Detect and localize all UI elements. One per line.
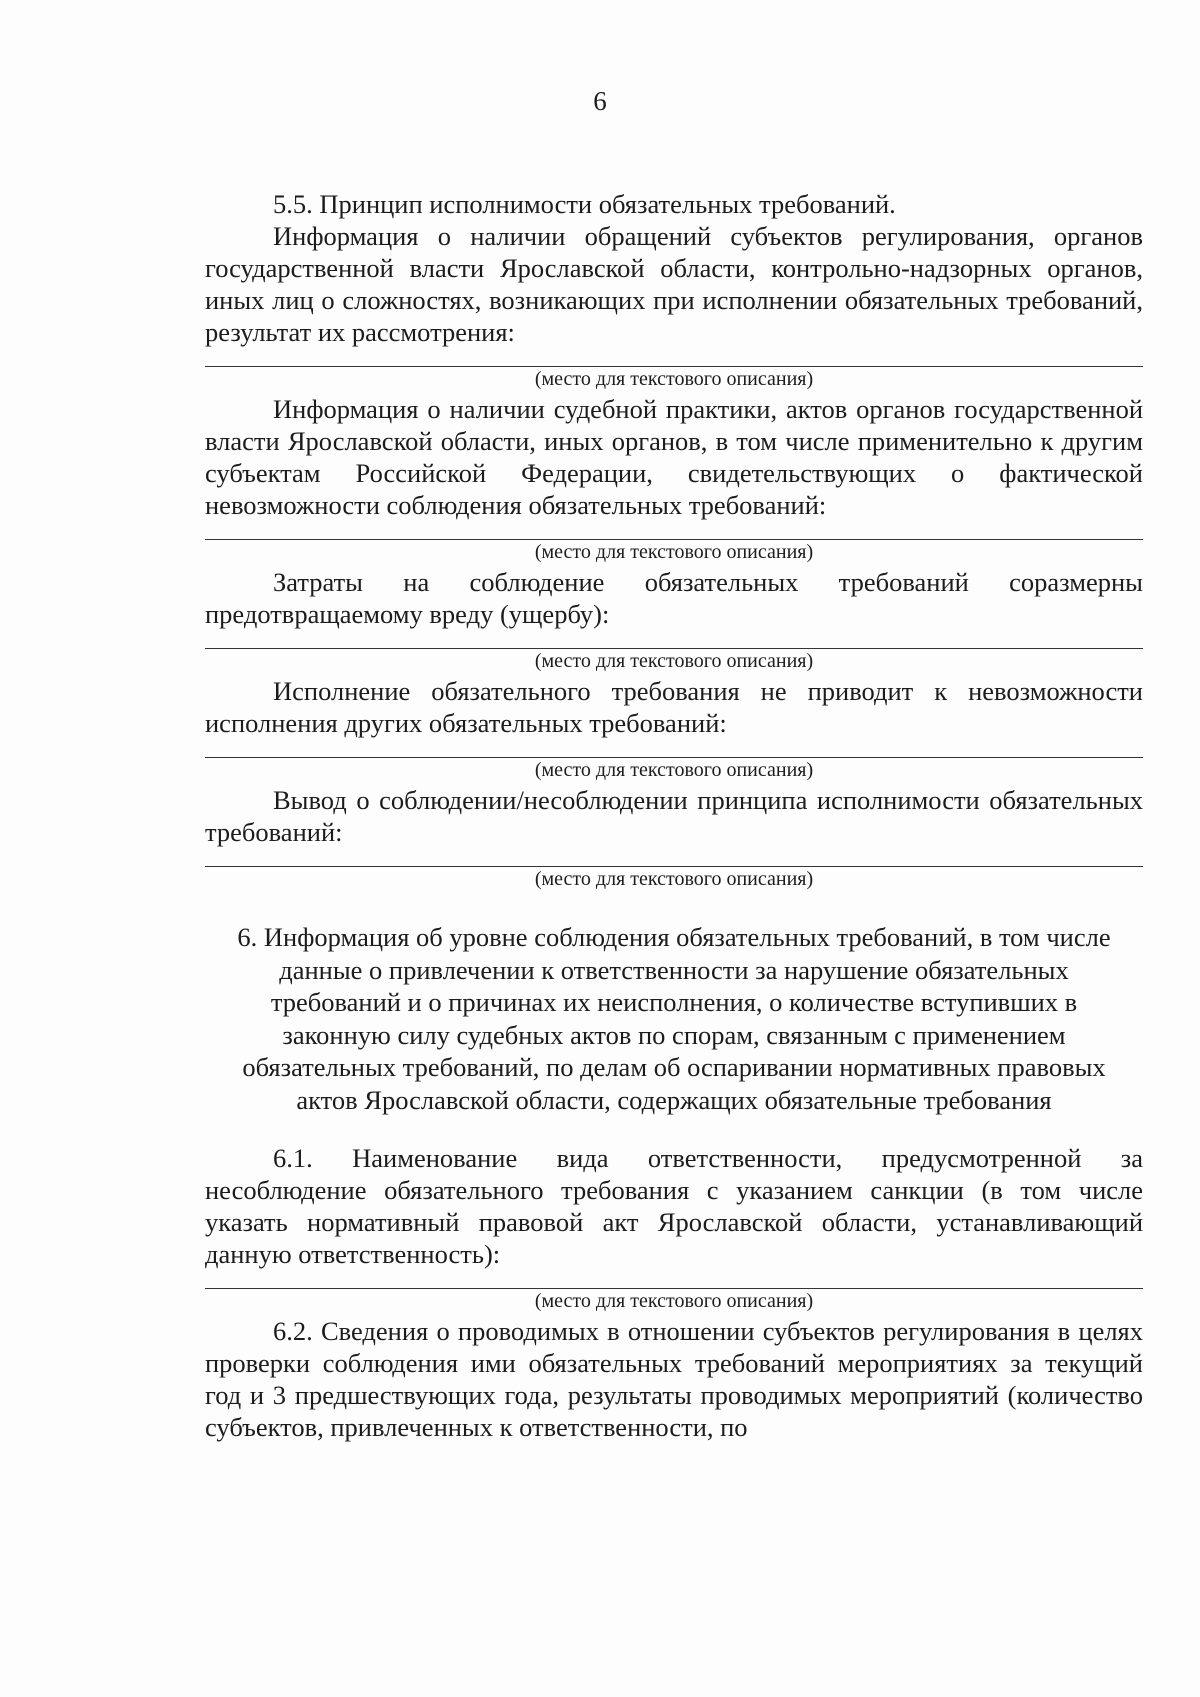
paragraph-conclusion: Вывод о соблюдении/несоблюдении принципа исполнимости обязательных требований:: [205, 785, 1143, 847]
section-6-heading-line: законную силу судебных актов по спорам, связанным с применением: [282, 1019, 1066, 1050]
paragraph-appeals-info: Информация о наличии обращений субъектов регулирования, органов государственной власти Ярославской области, контрольно-надзорных органов, иных лиц о сложностях, возникающих при исполнении обязательных требований, результат их рассмотрения:: [205, 221, 1143, 347]
section-6-heading-line: обязательных требований, по делам об оспаривании нормативных правовых: [242, 1052, 1106, 1082]
text-description-caption: (место для текстового описания): [534, 650, 814, 672]
section-6-heading-line: актов Ярославской области, содержащих обязательные требования: [296, 1084, 1052, 1115]
text-description-caption: (место для текстового описания): [534, 368, 814, 390]
page-number: 6: [593, 86, 607, 116]
text-description-line: [205, 348, 1143, 367]
section-6-heading-line: данные о привлечении к ответственности за нарушение обязательных: [279, 954, 1069, 985]
document-body: [205, 188, 1143, 1443]
section-5-5-title: 5.5. Принцип исполнимости обязательных требований.: [273, 189, 896, 219]
text-description-caption: (место для текстового описания): [534, 868, 814, 890]
text-description-caption: (место для текстового описания): [534, 759, 814, 781]
paragraph-6-2: 6.2. Сведения о проводимых в отношении субъектов регулирования в целях проверки соблюдения ими обязательных требований мероприятиях за текущий год и 3 предшествующих года, результаты проводимых мероприятий (количество субъектов, привлеченных к ответственности, по: [205, 1316, 1143, 1442]
section-6-heading-line: требований и о причинах их неисполнения, о количестве вступивших в: [270, 987, 1078, 1017]
paragraph-execution-other-requirements: Исполнение обязательного требования не приводит к невозможности исполнения других обязательных требований:: [205, 676, 1143, 738]
text-description-caption: (место для текстового описания): [534, 541, 814, 563]
text-description-line: [205, 848, 1143, 867]
section-6-heading-line: 6. Информация об уровне соблюдения обязательных требований, в том числе: [237, 922, 1111, 952]
text-description-line: [205, 630, 1143, 649]
section-6-heading: [205, 921, 1143, 1116]
text-description-line: [205, 739, 1143, 758]
paragraph-6-1: 6.1. Наименование вида ответственности, предусмотренной за несоблюдение обязательного требования с указанием санкции (в том числе указать нормативный правовой акт Ярославской области, устанавливающий данную ответственность):: [205, 1143, 1143, 1269]
text-description-line: [205, 1270, 1143, 1289]
paragraph-court-practice: Информация о наличии судебной практики, актов органов государственной власти Ярославской области, иных органов, в том числе применительно к другим субъектам Российской Федерации, свидетельствующих о фактической невозможности соблюдения обязательных требований:: [205, 394, 1143, 520]
text-description-caption: (место для текстового описания): [534, 1290, 814, 1312]
text-description-line: [205, 521, 1143, 540]
paragraph-costs-proportional: Затраты на соблюдение обязательных требований соразмерны предотвращаемому вреду (ущербу):: [205, 567, 1143, 629]
